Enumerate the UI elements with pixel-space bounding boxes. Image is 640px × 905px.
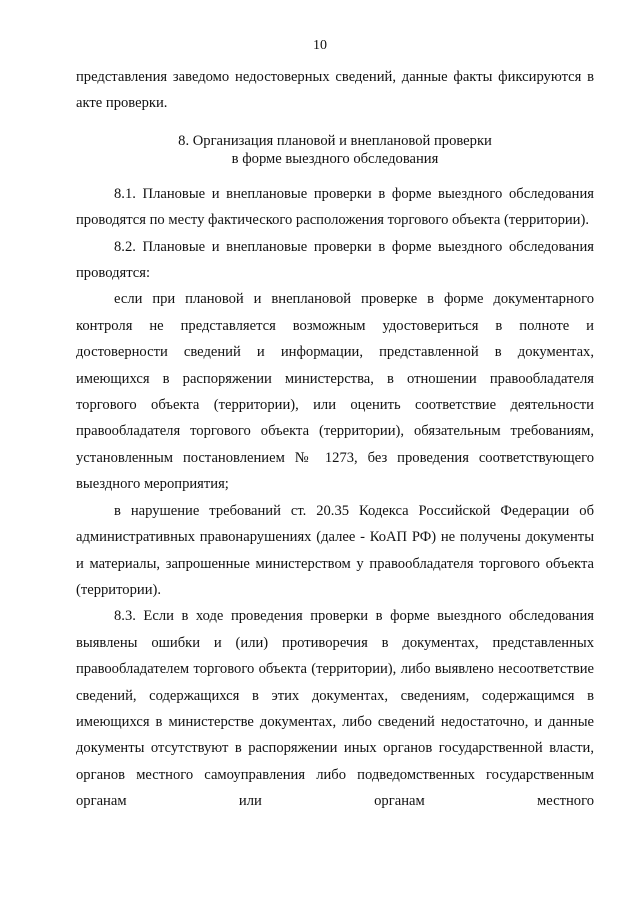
document-body	[76, 64, 594, 815]
paragraph-8-2-b: в нарушение требований ст. 20.35 Кодекса Российской Федерации об административных правонарушениях (далее - КоАП РФ) не получены документы и материалы, запрошенные министерством у правообладателя торгового объекта (территории).	[76, 502, 594, 598]
paragraph-8-2-a: если при плановой и внеплановой проверке в форме документарного контроля не представляется возможным удостовериться в полноте и достоверности сведений и информации, представленной в документах, имеющихся в распоряжении министерства, в отношении правообладателя торгового объекта (территории), или оценить соответствие деятельности правообладателя торгового объекта (территории), обязательным требованиям, установленным постановлением № 1273, без проведения соответствующего выездного мероприятия;	[76, 291, 594, 493]
continuation-paragraph: представления заведомо недостоверных сведений, данные факты фиксируются в акте проверки.	[76, 69, 594, 112]
paragraph-8-3: 8.3. Если в ходе проведения проверки в форме выездного обследования выявлены ошибки и (или) противоречия в документах, представленных правообладателем торгового объекта (территории), либо выявлено несоответствие сведений, содержащихся в этих документах, сведениям, содержащимся в имеющихся в министерстве документах, либо сведений недостаточно, и данные документы отсутствуют в распоряжении иных органов государственной власти, органов местного самоуправления либо подведомственных государственным органам или органам местного	[76, 608, 594, 810]
paragraph-8-2: 8.2. Плановые и внеплановые проверки в форме выездного обследования проводятся:	[76, 238, 594, 282]
section-title-line-2: в форме выездного обследования	[231, 151, 439, 168]
paragraph-8-1: 8.1. Плановые и внеплановые проверки в форме выездного обследования проводятся по месту фактического расположения торгового объекта (территории).	[76, 185, 594, 229]
page-number: 10	[313, 38, 327, 53]
section-title-line-1: 8. Организация плановой и внеплановой проверки	[178, 132, 492, 149]
section-heading	[76, 132, 594, 169]
